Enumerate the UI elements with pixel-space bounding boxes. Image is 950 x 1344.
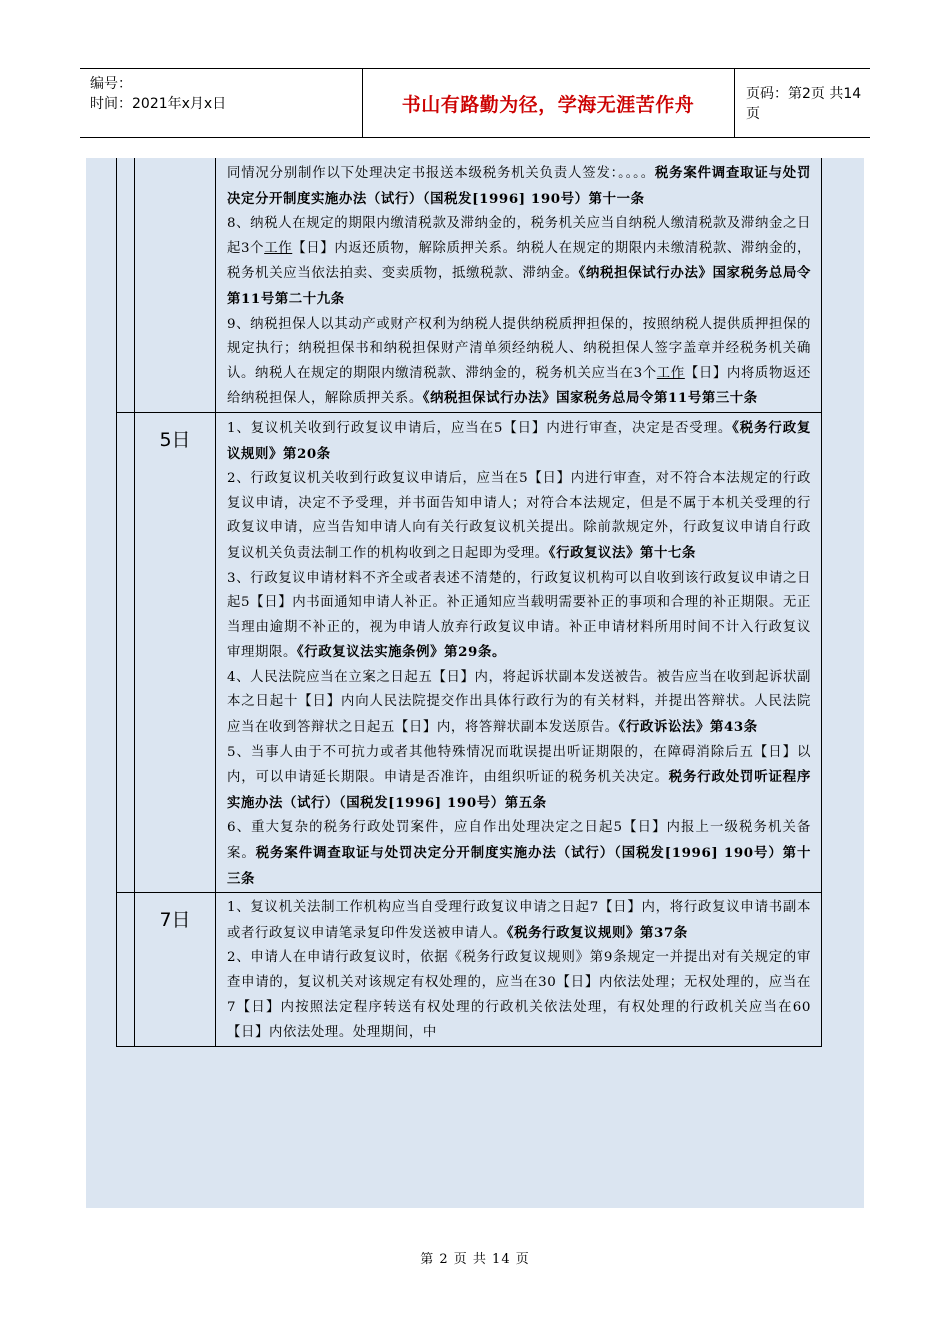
- provision-item: [227, 212, 811, 312]
- provision-text: 8、纳税人在规定的期限内缴清税款及滞纳金的，税务机关应当自纳税人缴清税款及滞纳金之日起3个工作【日】内返还质物，解除质押关系。纳税人在规定的期限内未缴清税款、滞纳金的，税务机关应当依法拍卖、变卖质物，抵缴税款、滞纳金。: [227, 216, 811, 282]
- underlined-word: 工作: [656, 365, 685, 381]
- provision-citation: 《行政复议法实施条例》第29条。: [296, 644, 506, 661]
- provision-citation: 《行政诉讼法》第43条: [618, 719, 758, 736]
- day-cell: [135, 158, 216, 412]
- rules-table: [116, 158, 822, 1047]
- provision-text: 6、重大复杂的税务行政处罚案件，应自作出处理决定之日起5【日】内报上一级税务机关备案。: [227, 820, 811, 862]
- provisions-cell: [216, 893, 821, 1046]
- row-margin-cell: [117, 158, 135, 412]
- header-meta: [88, 69, 363, 137]
- provision-item: [227, 467, 811, 566]
- time-label: 时间：2021年x月x日: [90, 96, 227, 112]
- provision-citation: 《纳税担保试行办法》国家税务总局令第11号第二十九条: [227, 265, 812, 307]
- provision-citation: 税务行政处罚听证程序实施办法（试行）（国税发[1996] 190号）第五条: [227, 769, 811, 811]
- header-page-number: 页码：第2页 共14页: [746, 86, 862, 122]
- header-motto: 书山有路勤为径，学海无涯苦作舟: [362, 69, 735, 137]
- provision-item: [227, 567, 811, 666]
- provision-text: 4、人民法院应当在立案之日起五【日】内，将起诉状副本发送被告。被告应当在收到起诉状副本之日起十【日】内向人民法院提交作出具体行政行为的有关材料，并提出答辩状。人民法院应当在收到答辩状之日起五【日】内，将答辩状副本发送原告。: [227, 669, 811, 736]
- day-label: 7日: [159, 909, 191, 932]
- provision-text: 1、复议机关法制工作机构应当自受理行政复议申请之日起7【日】内，将行政复议申请书副本或者行政复议申请笔录复印件发送被申请人。: [227, 900, 811, 941]
- provision-text: 2、行政复议机关收到行政复议申请后，应当在5【日】内进行审查，对不符合本法规定的行政复议申请，决定不予受理，并书面告知申请人；对符合本法规定，但是不属于本机关受理的行政复议申请，应当告知申请人向有关行政复议机关提出。除前款规定外，行政复议申请自行政复议机关负责法制工作的机构收到之日起即为受理。: [227, 471, 811, 561]
- provision-item: [227, 313, 811, 412]
- page-header: [80, 68, 870, 138]
- provision-text: 3、行政复议申请材料不齐全或者表述不清楚的，行政复议机构可以自收到该行政复议申请之日起5【日】内书面通知申请人补正。补正通知应当载明需要补正的事项和合理的补正期限。无正当理由逾期不补正的，视为申请人放弃行政复议申请。补正申请材料所用时间不计入行政复议审理期限。: [227, 570, 811, 661]
- table-row: [117, 893, 821, 1047]
- provision-citation: 《纳税担保试行办法》国家税务总局令第11号第三十条: [422, 390, 758, 407]
- provision-citation: 《税务行政复议规则》第37条: [506, 924, 688, 941]
- table-row: [117, 158, 821, 413]
- row-margin-cell: [117, 893, 135, 1046]
- provision-text: 2、申请人在申请行政复议时，依据《税务行政复议规则》第9条规定一并提出对有关规定的审查申请的，复议机关对该规定有权处理的，应当在30【日】内依法处理；无权处理的，应当在7【日】内按照法定程序转送有权处理的行政机关依法处理，有权处理的行政机关应当在60【日】内依法处理。处理期间，中: [227, 950, 811, 1041]
- provisions-cell: [216, 413, 821, 892]
- provision-item: [227, 816, 811, 892]
- provision-item: [227, 416, 811, 467]
- provision-citation: 《税务行政复议规则》第20条: [227, 419, 811, 462]
- provision-citation: 税务案件调查取证与处罚决定分开制度实施办法（试行）（国税发[1996] 190号）第十三条: [227, 845, 812, 887]
- provisions-cell: [216, 158, 821, 412]
- provision-item: [227, 896, 811, 946]
- day-cell: [135, 893, 216, 1046]
- day-label: 5日: [159, 428, 191, 451]
- page-footer: 第 2 页 共 14 页: [420, 1252, 530, 1267]
- provision-item: [227, 946, 811, 1045]
- provision-text: 1、复议机关收到行政复议申请后，应当在5【日】内进行审查，决定是否受理。: [227, 420, 733, 436]
- provision-citation: 税务案件调查取证与处罚决定分开制度实施办法（试行）（国税发[1996] 190号）第十一条: [227, 165, 811, 207]
- day-cell: [135, 413, 216, 892]
- provision-text: 同情况分别制作以下处理决定书报送本级税务机关负责人签发：。。。。: [227, 166, 655, 181]
- provision-text: 9、纳税担保人以其动产或财产权利为纳税人提供纳税质押担保的，按照纳税人提供质押担保的规定执行；纳税担保书和纳税担保财产清单须经纳税人、纳税担保人签字盖章并经税务机关确认。纳税人在规定的期限内缴清税款、滞纳金的，税务机关应当在3个工作【日】内将质物返还给纳税担保人，解除质押关系。: [227, 316, 811, 407]
- row-margin-cell: [117, 413, 135, 892]
- provision-text: 5、当事人由于不可抗力或者其他特殊情况而耽误提出听证期限的，在障碍消除后五【日】以内，可以申请延长期限。申请是否准许，由组织听证的税务机关决定。: [227, 744, 811, 786]
- code-label: 编号：: [90, 76, 132, 92]
- provision-item: [227, 741, 811, 817]
- underlined-word: 工作: [264, 240, 293, 256]
- provision-item: [227, 161, 811, 212]
- provision-citation: 《行政复议法》第十七条: [548, 544, 696, 561]
- table-row: [117, 413, 821, 893]
- provision-item: [227, 666, 811, 741]
